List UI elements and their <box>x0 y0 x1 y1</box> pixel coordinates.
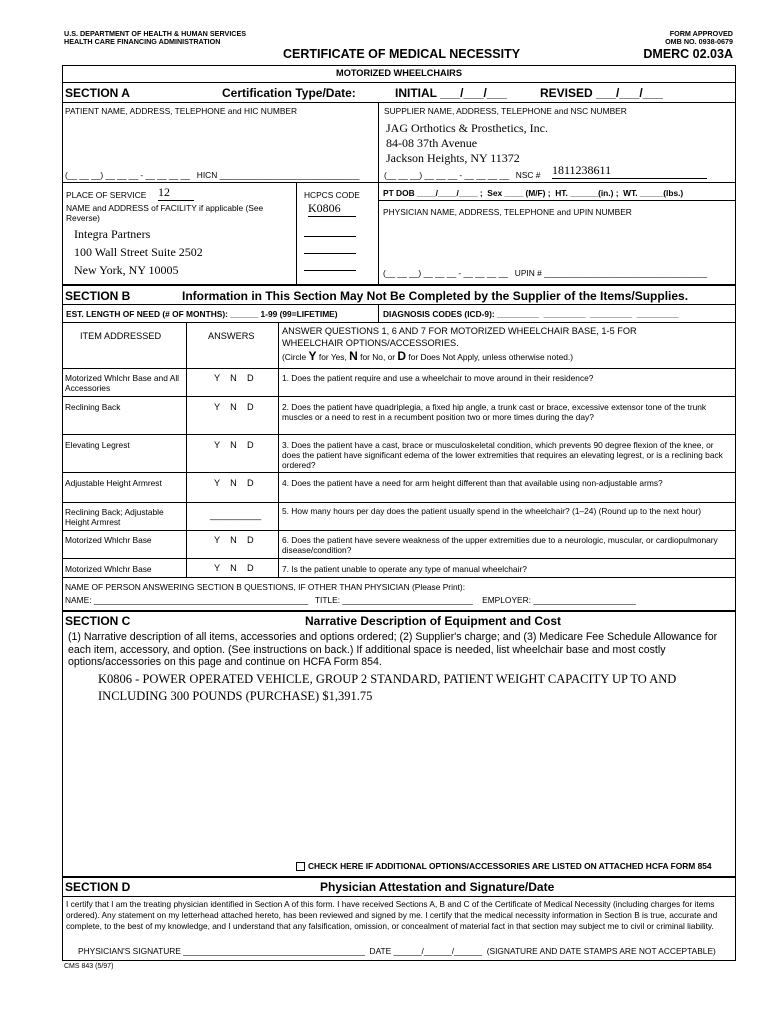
answer-row-1[interactable]: Y N D <box>214 373 254 383</box>
checkbox-icon[interactable] <box>296 862 305 871</box>
item-row-2: Reclining Back <box>65 402 121 412</box>
name-title-employer[interactable]: NAME: ______________________________________________ TITLE: ____________________________ EMPLOYER: ______________________ <box>65 595 636 605</box>
item-row-3: Elevating Legrest <box>65 440 130 450</box>
circle-y: Y <box>308 349 317 363</box>
circle-no-text: for No, or <box>357 352 398 362</box>
physician-signature-line[interactable]: PHYSICIAN'S SIGNATURE _______________________________________ DATE ______/______/______ (SIGNATURE AND DATE STAMPS ARE NOT ACCEPTABLE) <box>78 946 716 956</box>
section-c-instruction: (1) Narrative description of all items, accessories and options ordered; (2) Supplier's charge; and (3) Medicare Fee Schedule Allowance for each item, accessory, and option. (See instructions on back.) If additional space is needed, list wheelchair base and most costly options/accessories on this page and continue on HCFA Form 854. <box>68 631 718 668</box>
check-here-text: CHECK HERE IF ADDITIONAL OPTIONS/ACCESSORIES ARE LISTED ON ATTACHED HCFA FORM 854 <box>308 861 712 871</box>
facility-label: NAME and ADDRESS of FACILITY if applicable (See Reverse) <box>66 203 264 223</box>
place-of-service-label: PLACE OF SERVICE <box>66 190 147 200</box>
answer-row-2[interactable]: Y N D <box>214 402 254 412</box>
hcpcs-code[interactable]: K0806 <box>308 201 356 217</box>
answer-row-4[interactable]: Y N D <box>214 478 254 488</box>
initial-date-field[interactable]: INITIAL ___/___/___ <box>395 86 507 100</box>
hcpcs-label: HCPCS CODE <box>304 190 360 200</box>
question-2: 2. Does the patient have quadriplegia, a fixed hip angle, a trunk cast or brace, excessive extensor tone of the trunk muscles or a need to rest in a recumbent position two or more times during the day? <box>282 402 707 422</box>
answer-row-3[interactable]: Y N D <box>214 440 254 450</box>
item-row-7: Motorized Whlchr Base <box>65 564 152 574</box>
column-answers: ANSWERS <box>208 331 255 341</box>
circle-yes-text: for Yes, <box>316 352 350 362</box>
circle-d: D <box>397 349 407 363</box>
question-5: 5. How many hours per day does the patient usually spend in the wheelchair? (1–24) (Round up to the next hour) <box>282 506 702 516</box>
supplier-address-line2: Jackson Heights, NY 11372 <box>386 151 520 165</box>
revised-date-field[interactable]: REVISED ___/___/___ <box>540 86 663 100</box>
additional-options-check[interactable] <box>296 861 712 871</box>
facility-address-line1: 100 Wall Street Suite 2502 <box>74 245 203 259</box>
form-approved: FORM APPROVED <box>669 29 733 38</box>
form-code: CMS 843 (5/97) <box>64 963 114 970</box>
column-item-addressed: ITEM ADDRESSED <box>80 331 162 341</box>
item-row-4: Adjustable Height Armrest <box>65 478 162 488</box>
narrative-line2[interactable]: INCLUDING 300 POUNDS (PURCHASE) $1,391.75 <box>98 689 373 703</box>
supplier-address-line1: 84-08 37th Avenue <box>386 136 478 150</box>
patient-info-label: PATIENT NAME, ADDRESS, TELEPHONE and HIC NUMBER <box>65 106 298 116</box>
circle-suffix: for Does Not Apply, unless otherwise noted.) <box>406 352 574 362</box>
question-6: 6. Does the patient have severe weakness of the upper extremities due to a neurologic, muscular, or cardiopulmonary disease/condition? <box>282 535 718 555</box>
section-d-heading: Physician Attestation and Signature/Date <box>320 880 555 894</box>
patient-demographics[interactable]: PT DOB ____/____/____ ; Sex ____ (M/F) ; HT. ______(in.) ; WT. _____(lbs.) <box>383 188 684 198</box>
circle-prefix: (Circle <box>282 352 309 362</box>
section-d-label: SECTION D <box>65 880 131 894</box>
item-row-5: Reclining Back; Adjustable Height Armrest <box>65 507 164 527</box>
instructions-line1: ANSWER QUESTIONS 1, 6 AND 7 FOR MOTORIZED WHEELCHAIR BASE, 1-5 FOR <box>282 326 637 336</box>
item-row-1: Motorized Whlchr Base and All Accessories <box>65 373 180 393</box>
nsc-number[interactable]: 1811238611 <box>552 163 707 179</box>
section-b-label: SECTION B <box>65 289 131 303</box>
answer-row-7[interactable]: Y N D <box>214 563 254 573</box>
agency-line-2: HEALTH CARE FINANCING ADMINISTRATION <box>64 37 221 46</box>
narrative-line1[interactable]: K0806 - POWER OPERATED VEHICLE, GROUP 2 STANDARD, PATIENT WEIGHT CAPACITY UP TO AND <box>98 672 677 686</box>
physician-info-label: PHYSICIAN NAME, ADDRESS, TELEPHONE and UPIN NUMBER <box>383 207 632 217</box>
section-c-heading: Narrative Description of Equipment and Cost <box>305 614 562 628</box>
diagnosis-codes[interactable]: DIAGNOSIS CODES (ICD-9): _________ _________ _________ _________ <box>383 309 679 319</box>
question-7: 7. Is the patient unable to operate any type of manual wheelchair? <box>282 564 527 574</box>
certification-type-label: Certification Type/Date: <box>222 86 356 100</box>
instructions-line2: WHEELCHAIR OPTIONS/ACCESSORIES. <box>282 338 459 348</box>
physician-phone-upin[interactable]: (__ __ __) __ __ __ - __ __ __ __ UPIN # ___________________________________ <box>383 268 708 278</box>
patient-phone-hicn[interactable]: (__ __ __) __ __ __ - __ __ __ __ HICN ______________________________ <box>65 170 360 180</box>
item-row-6: Motorized Whlchr Base <box>65 535 152 545</box>
form-title: CERTIFICATE OF MEDICAL NECESSITY <box>283 47 521 61</box>
agency-line-1: U.S. DEPARTMENT OF HEALTH & HUMAN SERVICES <box>64 29 247 38</box>
question-3: 3. Does the patient have a cast, brace or musculoskeletal condition, which prevents 90 degree flexion of the knee, or does the patient have significant edema of the lower extremities that requires an elevating legrest, or is a reclining back ordered? <box>282 440 723 470</box>
physician-attestation-text: I certify that I am the treating physician identified in Section A of this form. I have received Sections A, B and C of the Certificate of Medical Necessity (including charges for items ordered). Any statement on my letterhead attached hereto, has been reviewed and signed by me. I certify that the medical necessity information in Section B is true, accurate and complete, to the best of my knowledge, and I understand that any falsification, omission, or concealment of material fact in that section may subject me to civil or criminal liability. <box>66 899 718 931</box>
circle-n: N <box>349 349 358 363</box>
place-of-service-value[interactable]: 12 <box>158 185 194 201</box>
section-c-label: SECTION C <box>65 614 131 628</box>
instructions-circle <box>282 351 573 362</box>
question-1: 1. Does the patient require and use a wheelchair to move around in their residence? <box>282 373 594 383</box>
name-answering-label: NAME OF PERSON ANSWERING SECTION B QUESTIONS, IF OTHER THAN PHYSICIAN (Please Print): <box>65 582 466 592</box>
section-a-label: SECTION A <box>65 86 130 100</box>
length-of-need[interactable]: EST. LENGTH OF NEED (# OF MONTHS): ______ 1-99 (99=LIFETIME) <box>66 309 338 319</box>
supplier-name: JAG Orthotics & Prosthetics, Inc. <box>386 121 548 135</box>
omb-number: OMB NO. 0938-0679 <box>665 37 733 46</box>
section-b-heading: Information in This Section May Not Be Completed by the Supplier of the Items/Supplies. <box>182 289 689 303</box>
answer-row-5[interactable]: __________ <box>210 510 262 520</box>
supplier-info-label: SUPPLIER NAME, ADDRESS, TELEPHONE and NSC NUMBER <box>384 106 627 116</box>
form-id: DMERC 02.03A <box>643 47 733 61</box>
facility-name: Integra Partners <box>74 227 151 241</box>
facility-address-line2: New York, NY 10005 <box>74 263 179 277</box>
answer-row-6[interactable]: Y N D <box>214 535 254 545</box>
form-subtitle: MOTORIZED WHEELCHAIRS <box>336 68 462 78</box>
question-4: 4. Does the patient have a need for arm height different than that available using non-adjustable arms? <box>282 478 663 488</box>
supplier-phone-nsc[interactable]: (__ __ __) __ __ __ - __ __ __ __ NSC # <box>384 170 541 180</box>
